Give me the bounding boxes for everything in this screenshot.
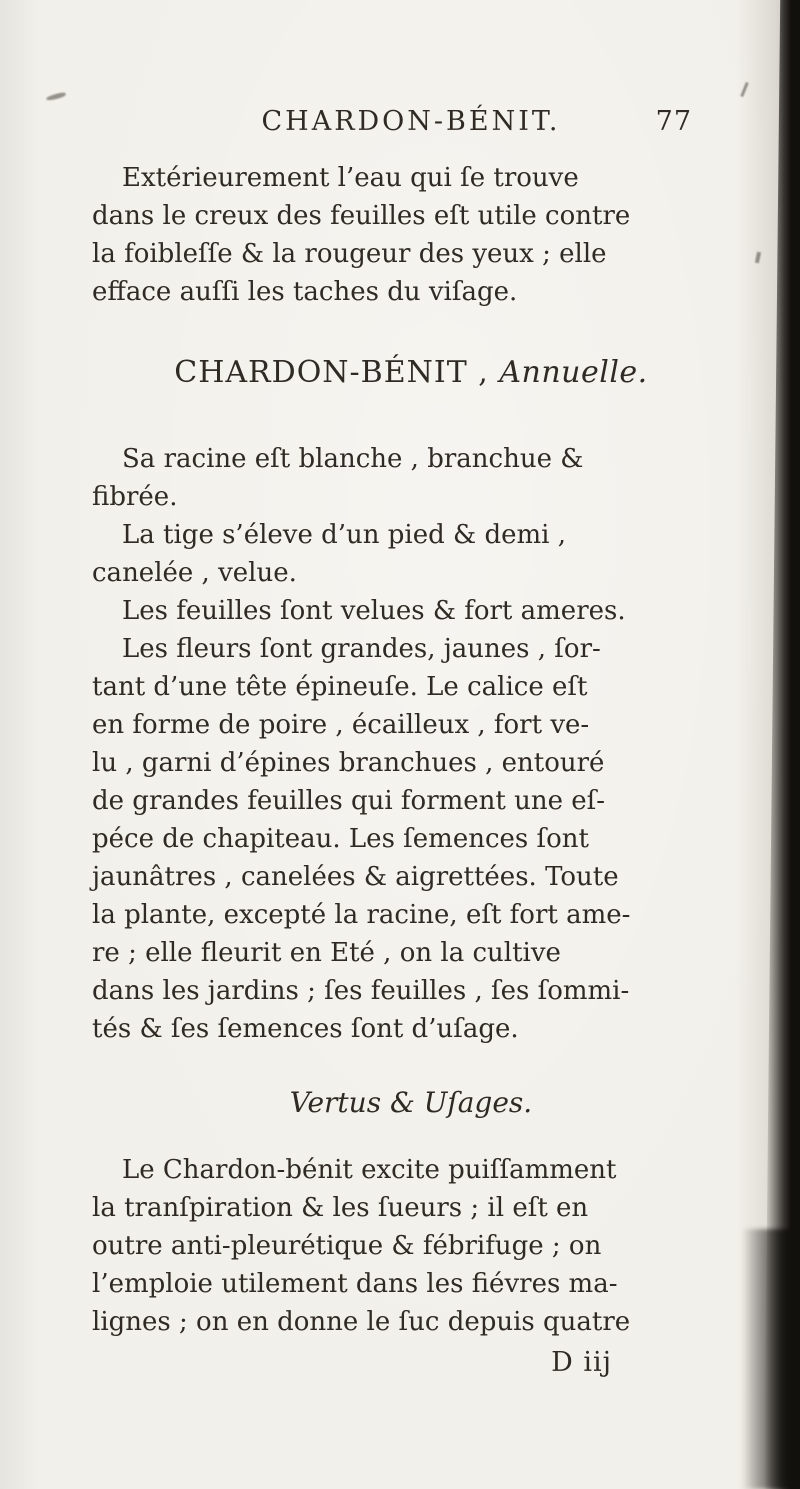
usage-paragraph bbox=[92, 1151, 730, 1341]
text-line: Le Chardon-bénit excite puiſſamment bbox=[122, 1155, 617, 1185]
subheading-vertus-usages: Vertus & Uſages. bbox=[289, 1086, 533, 1119]
text-line: Les feuilles ſont velues & fort ameres. bbox=[122, 596, 626, 626]
text-line: tant d’une tête épineuſe. Le calice eſt bbox=[92, 672, 588, 702]
body-paragraph-tige bbox=[92, 516, 730, 592]
text-line: Sa racine eſt blanche , branchue & bbox=[122, 444, 584, 474]
section-heading-qualifier: Annuelle. bbox=[499, 355, 648, 390]
text-line: dans le creux des feuilles eſt utile contre bbox=[92, 201, 631, 231]
text-line: en forme de poire , écailleux , fort ve- bbox=[92, 710, 590, 740]
body-paragraph-fleurs bbox=[92, 630, 730, 1048]
text-line: canelée , velue. bbox=[92, 558, 297, 588]
text-line: jaunâtres , canelées & aigrettées. Toute bbox=[92, 862, 619, 892]
text-line: La tige s’éleve d’un pied & demi , bbox=[122, 520, 566, 550]
text-line: la plante, excepté la racine, eſt fort ame- bbox=[92, 900, 631, 930]
body-paragraph-racine bbox=[92, 440, 730, 516]
text-line: péce de chapiteau. Les ſemences ſont bbox=[92, 824, 589, 854]
text-line: fibrée. bbox=[92, 482, 178, 512]
text-line: Extérieurement l’eau qui ſe trouve bbox=[122, 163, 579, 193]
running-header bbox=[92, 106, 730, 137]
text-line: l’emploie utilement dans les fiévres ma- bbox=[92, 1269, 618, 1299]
text-line: de grandes feuilles qui forment une eſ- bbox=[92, 786, 606, 816]
text-line: tés & ſes ſemences ſont d’uſage. bbox=[92, 1014, 519, 1044]
intro-paragraph bbox=[92, 159, 730, 311]
signature-mark: D iij bbox=[551, 1347, 612, 1378]
text-line: outre anti-pleurétique & fébrifuge ; on bbox=[92, 1231, 602, 1261]
text-line: dans les jardins ; ſes feuilles , ſes ſommi- bbox=[92, 976, 630, 1006]
text-line: efface auſſi les taches du viſage. bbox=[92, 277, 518, 307]
page-number: 77 bbox=[655, 106, 692, 137]
section-heading bbox=[92, 355, 730, 390]
text-line: lu , garni d’épines branchues , entouré bbox=[92, 748, 605, 778]
text-line: la tranſpiration & les ſueurs ; il eſt en bbox=[92, 1193, 589, 1223]
text-line: lignes ; on en donne le ſuc depuis quatre bbox=[92, 1307, 631, 1337]
body-paragraph-feuilles bbox=[92, 592, 730, 630]
text-line: la foibleſſe & la rougeur des yeux ; elle bbox=[92, 239, 607, 269]
text-line: re ; elle fleurit en Eté , on la cultive bbox=[92, 938, 561, 968]
text-line: Les fleurs ſont grandes, jaunes , ſor- bbox=[122, 634, 601, 664]
section-heading-title: CHARDON-BÉNIT , bbox=[174, 355, 489, 390]
header-title: CHARDON-BÉNIT. bbox=[261, 106, 561, 137]
